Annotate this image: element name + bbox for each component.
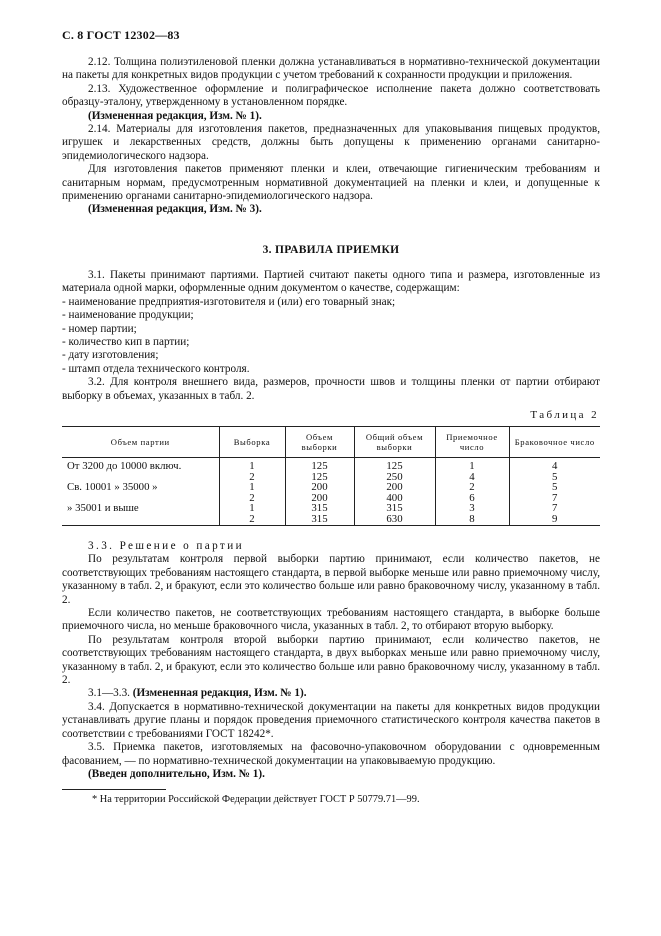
table-cell: 2 xyxy=(219,493,285,504)
paragraph-films-glues: Для изготовления пакетов применяют пленки и клеи, отвечающие гигиеническим требованиям и санитарным нормам, предусмотренным нормативной документацией на пленки и клеи, и допущенные к применению органами санитарно-эпидемиологического надзора. xyxy=(62,163,600,203)
footnote: * На территории Российской Федерации действует ГОСТ Р 50779.71—99. xyxy=(92,794,420,805)
table-cell: 200 xyxy=(354,482,435,493)
amendment-line xyxy=(62,687,600,700)
table-cell: 200 xyxy=(285,482,354,493)
table-cell: 5 xyxy=(509,482,600,493)
table-cell: 400 xyxy=(354,493,435,504)
paragraph-second-sample-trigger: Если количество пакетов, не соответствующих требованиям настоящего стандарта, в выборке больше приемочного числа, но меньше браковочного числа, указанных в табл. 2, то отбирают вторую выборку. xyxy=(62,607,600,633)
table-row xyxy=(62,514,600,526)
table-cell: 2 xyxy=(219,472,285,483)
table-cell: 9 xyxy=(509,514,600,526)
paragraph-2-12: 2.12. Толщина полиэтиленовой пленки должна устанавливаться в нормативно-технической документации на пакеты для конкретных видов продукции с учетом требований к сохранности продукции и приложения. xyxy=(62,56,600,82)
table-cell: 125 xyxy=(354,458,435,472)
paragraph-second-sample: По результатам контроля второй выборки партию принимают, если количество пакетов, не соответствующих требованиям настоящего стандарта, в двух выборках меньше или равно приемочному числу, указанному в табл. 2, и бракуют, если это количество больше или равно браковочному числу, указанному в табл. 2. xyxy=(62,633,600,687)
section-3-decision xyxy=(62,540,600,781)
table-cell: Св. 10001 » 35000 » xyxy=(67,481,158,493)
table-cell: 315 xyxy=(285,514,354,526)
list-item: - наименование предприятия-изготовителя и (или) его товарный знак; xyxy=(62,295,396,308)
table-cell: 8 xyxy=(435,514,509,526)
table-cell: 1 xyxy=(219,503,285,514)
table-cell: 2 xyxy=(219,514,285,526)
section-title: 3. ПРАВИЛА ПРИЕМКИ xyxy=(262,244,400,256)
table-row xyxy=(62,482,600,493)
column-header: Приемочное число xyxy=(435,427,509,458)
table-cell: 315 xyxy=(354,503,435,514)
amendment-note: (Измененная редакция, Изм. № 3). xyxy=(88,203,262,216)
column-header: Объем выборки xyxy=(285,427,354,458)
amendment-note: (Измененная редакция, Изм. № 1). xyxy=(132,687,307,700)
table-cell: 1 xyxy=(435,458,509,472)
subsection-title: 3.3. Решение о партии xyxy=(88,540,244,552)
table-cell: 125 xyxy=(285,458,354,472)
paragraph-3-5: 3.5. Приемка пакетов, изготовляемых на фасовочно-упаковочном оборудовании с одновременным фасованием, — по нормативно-технической документации на упаковываемую продукцию. xyxy=(62,741,600,767)
table-header-row xyxy=(62,427,600,458)
section-2-tail xyxy=(62,56,600,217)
table-cell: 200 xyxy=(285,493,354,504)
table-cell: 1 xyxy=(219,458,285,472)
table-cell: 4 xyxy=(435,472,509,483)
list-item: - дату изготовления; xyxy=(62,349,159,362)
column-header: Браковочное число xyxy=(509,427,600,458)
table-cell: 3 xyxy=(435,503,509,514)
table-cell: 315 xyxy=(285,503,354,514)
table-cell: 5 xyxy=(509,472,600,483)
table-cell: 630 xyxy=(354,514,435,526)
table-cell xyxy=(62,514,219,526)
table-caption: Таблица 2 xyxy=(530,409,599,421)
paragraph-2-13: 2.13. Художественное оформление и полиграфическое исполнение пакета должно соответствовать образцу-эталону, утвержденному в установленном порядке. xyxy=(62,82,600,109)
column-header: Общий объем выборки xyxy=(354,427,435,458)
list-item: - наименование продукции; xyxy=(62,309,194,322)
table-cell: От 3200 до 10000 включ. xyxy=(67,460,182,472)
table-cell: 2 xyxy=(435,482,509,493)
table-cell: 4 xyxy=(509,458,600,472)
table-row xyxy=(62,493,600,504)
section-3-intro xyxy=(62,269,600,403)
table-cell: 1 xyxy=(219,482,285,493)
amendment-note: (Измененная редакция, Изм. № 1). xyxy=(88,109,262,122)
footnote-divider xyxy=(62,789,166,790)
table-cell: 6 xyxy=(435,493,509,504)
list-item: - количество кип в партии; xyxy=(62,336,190,349)
paragraph-2-14: 2.14. Материалы для изготовления пакетов, предназначенных для упаковывания пищевых продуктов, игрушек и лекарственных средств, должны быть допущены к применению органами санитарно-эпидемиологического надзора. xyxy=(62,123,600,162)
table-cell: 250 xyxy=(354,472,435,483)
paragraph-first-sample: По результатам контроля первой выборки партию принимают, если количество пакетов, не соответствующих требованиям настоящего стандарта, в первой выборке меньше или равно приемочному числу, указанному в табл. 2, и бракуют, если это количество больше или равно браковочному числу, указанному в табл. 2. xyxy=(62,553,600,606)
table-row xyxy=(62,458,600,472)
sampling-table xyxy=(62,426,600,526)
table-row xyxy=(62,503,600,514)
clause-range: 3.1—3.3. xyxy=(88,687,130,700)
paragraph-3-2: 3.2. Для контроля внешнего вида, размеров, прочности швов и толщины пленки от партии отбирают выборку в объемах, указанных в табл. 2. xyxy=(62,376,600,402)
column-header: Выборка xyxy=(219,427,285,458)
paragraph-3-1: 3.1. Пакеты принимают партиями. Партией считают пакеты одного типа и размера, изготовленные из материала одной марки, оформленные одним документом о качестве, содержащим: xyxy=(62,269,600,295)
column-header: Объем партии xyxy=(62,427,219,458)
table-cell: 125 xyxy=(285,472,354,483)
list-item: - номер партии; xyxy=(62,322,137,335)
table-cell: 7 xyxy=(509,503,600,514)
paragraph-3-4: 3.4. Допускается в нормативно-технической документации на пакеты для конкретных видов продукции устанавливать другие планы и порядок проведения приемочного статистического контроля качества пакетов в соответствии с требованиями ГОСТ 18242*. xyxy=(62,700,600,740)
list-item: - штамп отдела технического контроля. xyxy=(62,362,250,375)
page-header: С. 8 ГОСТ 12302—83 xyxy=(62,28,180,42)
amendment-note: (Введен дополнительно, Изм. № 1). xyxy=(88,767,265,780)
table-cell: » 35001 и выше xyxy=(67,502,139,514)
table-cell: 7 xyxy=(509,493,600,504)
